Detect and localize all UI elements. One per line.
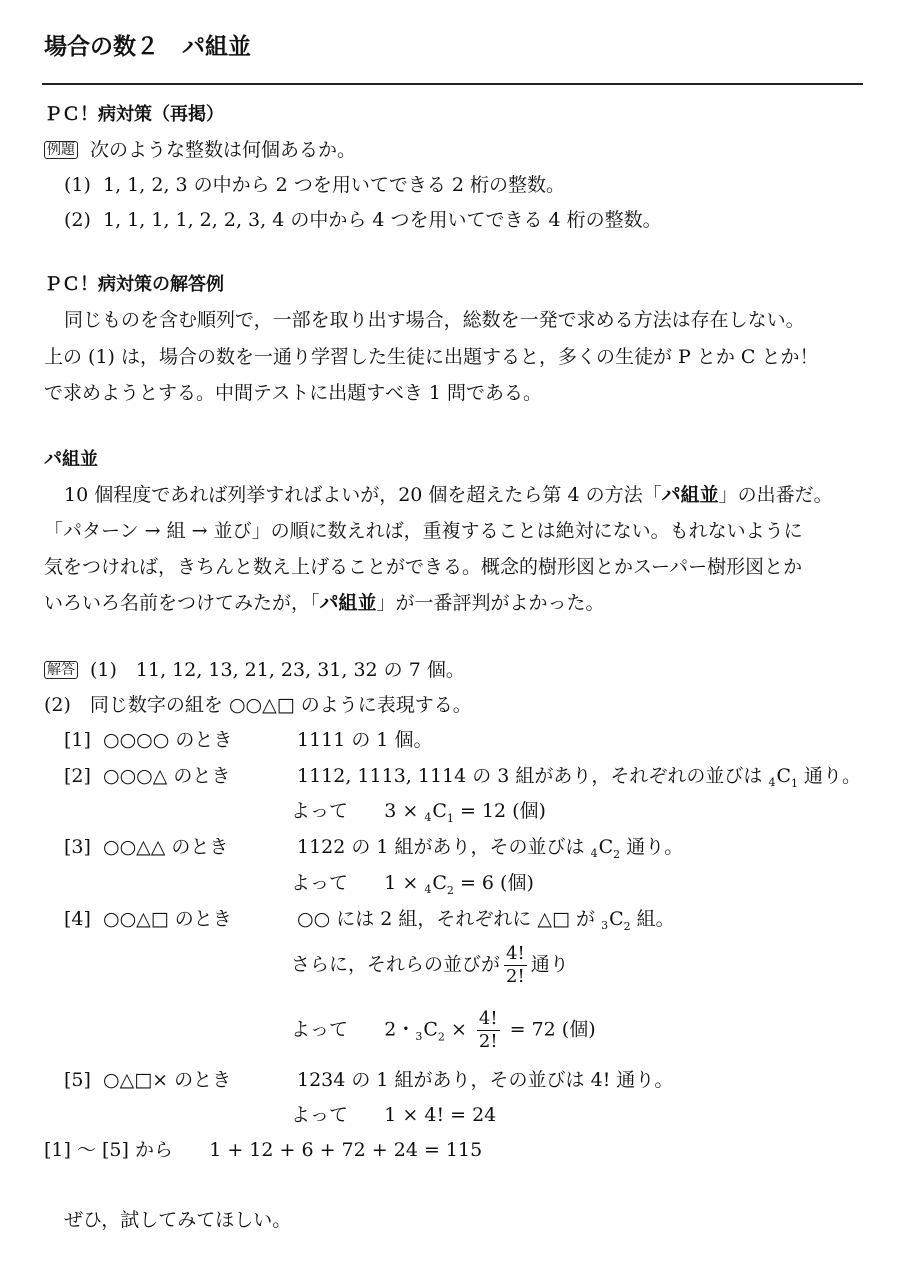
example-label: 例題 [44,141,78,159]
paragraph-line: 同じものを含む順列で，一部を取り出す場合，総数を一発で求める方法は存在しない。 [64,309,805,331]
case-3-label: [3] ○○△△ のとき [64,836,229,858]
paragraph-line: 上の (1) は，場合の数を一通り学習した生徒に出題すると，多くの生徒が P とか C とか！ [44,346,819,368]
page-title: 場合の数２ パ組並 [44,34,251,60]
fraction: $\frac{4!}{2!}$ [478,1008,498,1052]
case-2-calc: よって $3 \times _4C_1 = 12$ (個) [291,800,546,825]
example-item-1: (1) 1, 1, 2, 3 の中から 2 つを用いてできる 2 桁の整数。 [64,174,565,196]
answer-part-2-intro: (2) 同じ数字の組を ○○△□ のように表現する。 [44,694,472,716]
answer-part-1: 解答 (1) 11, 12, 13, 21, 23, 31, 32 の 7 個。 [44,655,465,682]
case-3-text: 1122 の 1 組があり，その並びは $_4C_2$ 通り。 [297,836,684,861]
case-5-calc: よって 1 × 4! = 24 [291,1104,497,1126]
case-5-text: 1234 の 1 組があり，その並びは 4! 通り。 [297,1069,674,1091]
case-4-label: [4] ○○△□ のとき [64,908,232,930]
case-4-text: ○○ には 2 組，それぞれに △□ が $_3C_2$ 組。 [297,908,675,933]
fraction: $\frac{4!}{2!}$ [506,943,525,987]
case-1-label: [1] ○○○○ のとき [64,729,233,751]
answer-label: 解答 [44,661,78,679]
case-3-calc: よって $1 \times _4C_2 = 6$ (個) [291,872,534,897]
case-4-calc: よって 2・$_3C_2$ × $\frac{4!}{2!}$ = 72 (個) [291,1008,596,1052]
example-question: 例題 次のような整数は何個あるか。 [44,135,356,162]
paragraph-line: 10 個程度であれば列挙すればよいが，20 個を超えたら第 4 の方法「パ組並」の出番だ。 [64,484,833,506]
case-1-text: 1111 の 1 個。 [297,729,433,751]
paragraph-line: いろいろ名前をつけてみたが，「パ組並」が一番評判がよかった。 [44,592,605,614]
title-divider [42,83,863,85]
paragraph-line: 気をつければ，きちんと数え上げることができる。概念的樹形図とかスーパー樹形図とか [44,556,803,578]
case-2-label: [2] ○○○△ のとき [64,765,231,787]
paragraph-line: で求めようとする。中間テストに出題すべき 1 問である。 [44,382,543,404]
closing-text: ぜひ，試してみてほしい。 [64,1209,292,1231]
section-heading-pc-disease: ＰＣ！病対策（再掲） [44,104,224,125]
case-5-label: [5] ○△□× のとき [64,1069,232,1091]
example-item-2: (2) 1, 1, 1, 1, 2, 2, 3, 4 の中から 4 つを用いてできる 4 桁の整数。 [64,209,662,231]
total-line: [1] 〜 [5] から 1 + 12 + 6 + 72 + 24 = 115 [44,1139,483,1161]
case-4-arrangement: さらに，それらの並びが $\frac{4!}{2!}$ 通り [291,943,569,987]
section-heading-solution: ＰＣ！病対策の解答例 [44,274,224,295]
paragraph-line: 「パターン → 組 → 並び」の順に数えれば，重複することは絶対にない。もれないように [44,520,803,542]
case-2-text: 1112, 1113, 1114 の 3 組があり，それぞれの並びは $_4C_1$ 通り。 [297,765,862,790]
section-heading-pakumina: パ組並 [44,449,98,470]
